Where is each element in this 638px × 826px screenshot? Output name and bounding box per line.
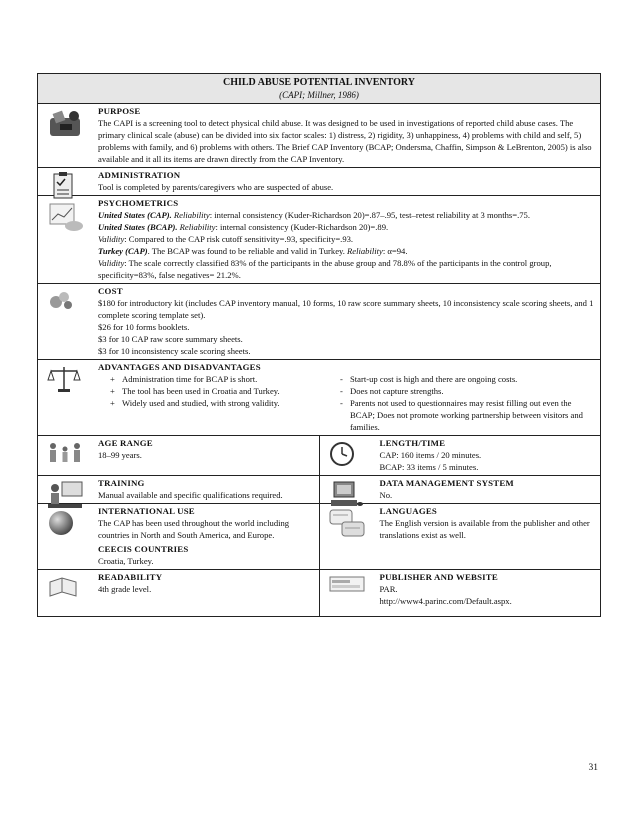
psych-l4-label: Reliability	[347, 246, 383, 256]
cost-line-2: $26 for 10 forms booklets.	[98, 322, 190, 332]
data-mgmt-text: No.	[379, 490, 393, 500]
purpose-text: The CAPI is a screening tool to detect physical child abuse. It was designed to be used in investigations of reported child abuse cases. The primary clinical scale (abuse) can be divided into six factor scales: 1) distress, 2) rigidity, 3) unhappiness, 4) problems with child and self, 5) problems with family, and 6) problems with others. The Brief CAP Inventory (BCAP; Ondersma, Chaffin, Simpson & LeBrenton, 2005) is also available and it all its items are drawn directly from the CAP Inventory.	[98, 118, 592, 164]
psych-l3-label: Validity	[98, 234, 125, 244]
psychometrics-line-4	[98, 245, 596, 257]
training-data-row	[38, 475, 600, 503]
administration-text: Tool is completed by parents/caregivers who are suspected of abuse.	[98, 182, 334, 192]
psychometrics-line-2	[98, 221, 596, 233]
psych-l5-label: Validity	[98, 258, 125, 268]
con-item: - Does not capture strengths.	[340, 385, 596, 397]
pro-item: + Administration time for BCAP is short.	[110, 373, 336, 385]
speech-icon	[328, 508, 368, 540]
cost-line-3: $3 for 10 CAP raw score summary sheets.	[98, 334, 243, 344]
purpose-heading: PURPOSE	[98, 106, 141, 116]
ceecis-heading: CEECIS COUNTRIES	[98, 544, 189, 554]
pro-item: + Widely used and studied, with strong validity.	[110, 397, 336, 409]
cost-row	[38, 283, 600, 359]
pros-list	[98, 373, 336, 409]
intl-use-text: The CAP has been used throughout the world including countries in North and South America, and Europe.	[98, 518, 290, 540]
con-item: - Parents not used to questionnaires may resist filling out even the BCAP; Does not promote working partnership between visitors and families.	[340, 397, 596, 433]
languages-heading: LANGUAGES	[379, 506, 438, 516]
intl-use-heading: INTERNATIONAL USE	[98, 506, 195, 516]
readability-heading: READABILITY	[98, 572, 163, 582]
publisher-heading: PUBLISHER AND WEBSITE	[379, 572, 498, 582]
toolbox-icon	[46, 108, 86, 142]
readability-text: 4th grade level.	[98, 584, 152, 594]
data-mgmt-heading: DATA MANAGEMENT SYSTEM	[379, 478, 514, 488]
administration-row	[38, 167, 600, 195]
website-icon	[328, 574, 368, 596]
chart-icon	[46, 200, 86, 234]
intl-languages-row	[38, 503, 600, 569]
con-item: - Start-up cost is high and there are ongoing costs.	[340, 373, 596, 385]
training-heading: TRAINING	[98, 478, 145, 488]
ceecis-text: Croatia, Turkey.	[98, 556, 154, 566]
length-time-heading: LENGTH/TIME	[379, 438, 446, 448]
coins-icon	[46, 288, 76, 312]
psych-l1-text: : internal consistency (Kuder-Richardson 20)=.87–.95, test–retest reliability at 3 months=.75.	[209, 210, 530, 220]
psych-l4-text: . The BCAP was found to be reliable and valid in Turkey.	[147, 246, 348, 256]
psych-l1-label: Reliability	[173, 210, 210, 220]
age-range-text: 18–99 years.	[98, 450, 142, 460]
psych-l2-label: Reliability	[179, 222, 216, 232]
psychometrics-heading: PSYCHOMETRICS	[98, 198, 179, 208]
psychometrics-line-3	[98, 233, 596, 245]
psych-l2-country: United States (BCAP).	[98, 222, 178, 232]
age-length-row	[38, 435, 600, 475]
administration-heading: ADMINISTRATION	[98, 170, 181, 180]
length-time-line-2: BCAP: 33 items / 5 minutes.	[379, 462, 479, 472]
psychometrics-line-1	[98, 209, 596, 221]
pro-item: + The tool has been used in Croatia and Turkey.	[110, 385, 336, 397]
purpose-row	[38, 103, 600, 167]
languages-text: The English version is available from the publisher and other translations exist as well.	[379, 518, 590, 540]
length-time-line-1: CAP: 160 items / 20 minutes.	[379, 450, 482, 460]
psych-l4-country: Turkey (CAP)	[98, 246, 148, 256]
globe-icon	[46, 508, 76, 538]
cost-heading: COST	[98, 286, 123, 296]
publisher-name: PAR.	[379, 584, 398, 594]
psych-l5-text: : The scale correctly classified 83% of the participants in the abuse group and 78.8% of the participants in the control group, specificity=83%, false negatives= 21.2%.	[98, 258, 552, 280]
readability-publisher-row	[38, 569, 600, 616]
training-text: Manual available and specific qualifications required.	[98, 490, 283, 500]
psych-l2-text: : internal consistency (Kuder-Richardson 20)=.89.	[215, 222, 389, 232]
publisher-url[interactable]: http://www4.parinc.com/Default.aspx.	[379, 596, 512, 606]
clock-icon	[328, 440, 356, 468]
psych-l1-country: United States (CAP).	[98, 210, 172, 220]
document-subtitle: (CAPI; Millner, 1986)	[279, 90, 359, 100]
page-number: 31	[588, 763, 598, 773]
psychometrics-row	[38, 195, 600, 283]
psych-l4-text2: : α=94.	[382, 246, 408, 256]
cons-list	[336, 373, 596, 433]
advantages-row	[38, 359, 600, 435]
title-row	[38, 74, 600, 103]
instrument-table	[37, 73, 601, 617]
psychometrics-line-5	[98, 257, 596, 281]
cost-line-4: $3 for 10 inconsistency scale scoring sheets.	[98, 346, 251, 356]
document-title: CHILD ABUSE POTENTIAL INVENTORY	[222, 77, 415, 88]
book-icon	[46, 574, 80, 600]
family-icon	[46, 440, 84, 466]
scales-icon	[46, 364, 82, 394]
psych-l3-text: : Compared to the CAP risk cutoff sensitivity=.93, specificity=.93.	[124, 234, 354, 244]
age-range-heading: AGE RANGE	[98, 438, 153, 448]
cost-line-1: $180 for introductory kit (includes CAP inventory manual, 10 forms, 10 raw score summary sheets, 10 inconsistency scale scoring sheets, and 1 complete scoring template set).	[98, 298, 594, 320]
advantages-heading: ADVANTAGES AND DISADVANTAGES	[98, 362, 261, 372]
